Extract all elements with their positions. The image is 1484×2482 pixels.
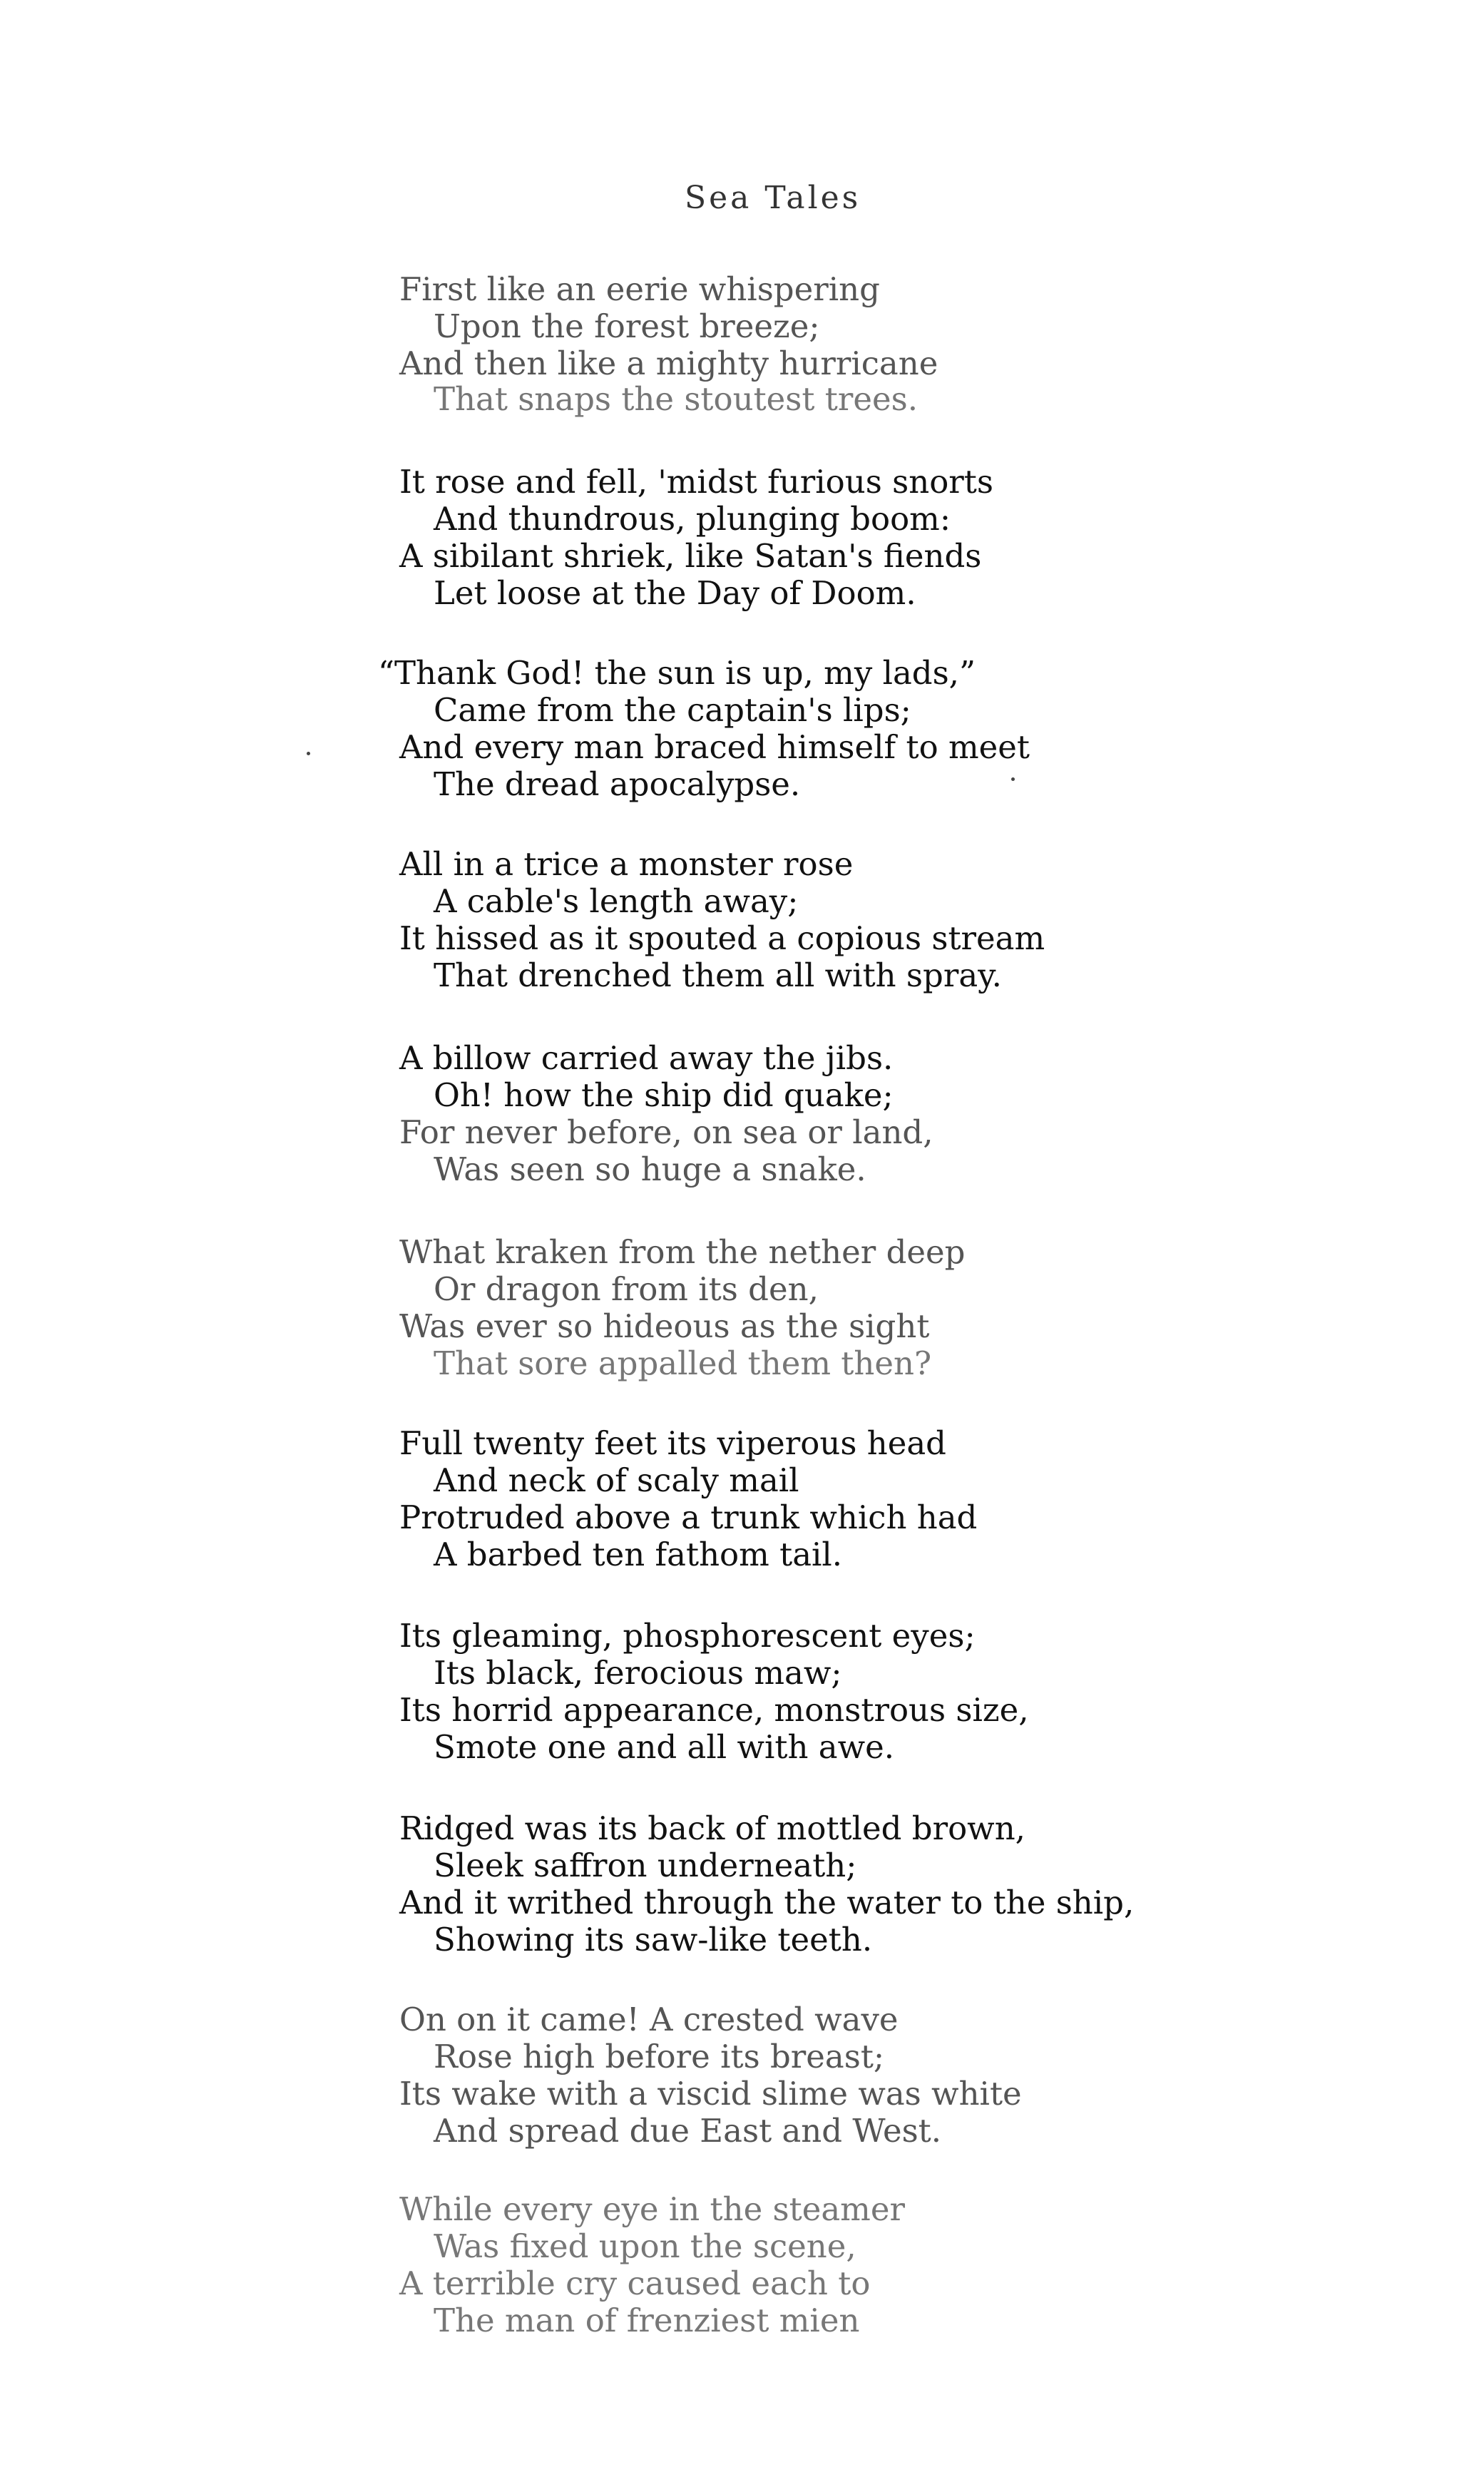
verse-line: And neck of scaly mail <box>434 1461 799 1499</box>
verse-line: “Thank God! the sun is up, my lads,” <box>378 654 976 692</box>
verse-line: Sleek saffron underneath; <box>434 1847 857 1884</box>
verse-line: Let loose at the Day of Doom. <box>434 574 916 612</box>
verse-line: What kraken from the nether deep <box>399 1233 966 1271</box>
verse-line: Oh! how the ship did quake; <box>434 1076 894 1114</box>
verse-line: Its black, ferocious maw; <box>434 1654 842 1692</box>
print-speck <box>1011 777 1015 781</box>
verse-line: Protruded above a trunk which had <box>399 1498 978 1536</box>
verse-line: And thundrous, plunging boom: <box>434 500 951 538</box>
verse-line: And it writhed through the water to the ship, <box>399 1884 1135 1921</box>
verse-line: Upon the forest breeze; <box>434 307 820 345</box>
verse-line: First like an eerie whispering <box>399 270 880 308</box>
verse-line: Showing its saw-like teeth. <box>434 1921 873 1958</box>
verse-line: Smote one and all with awe. <box>434 1728 895 1766</box>
verse-line: And then like a mighty hurricane <box>399 344 938 382</box>
verse-line: Full twenty feet its viperous head <box>399 1424 946 1462</box>
verse-line: The dread apocalypse. <box>434 765 801 803</box>
verse-line: All in a trice a monster rose <box>399 845 854 883</box>
verse-line: A billow carried away the jibs. <box>399 1039 894 1077</box>
verse-line: Came from the captain's lips; <box>434 691 911 729</box>
verse-line: The man of frenziest mien <box>434 2302 860 2339</box>
verse-line: And every man braced himself to meet <box>399 728 1030 766</box>
verse-line: That drenched them all with spray. <box>434 956 1002 994</box>
print-speck <box>307 752 310 755</box>
verse-line: A sibilant shriek, like Satan's fiends <box>399 537 982 575</box>
verse-line: Its horrid appearance, monstrous size, <box>399 1691 1029 1729</box>
verse-line: Was ever so hideous as the sight <box>399 1307 930 1345</box>
verse-line: It hissed as it spouted a copious stream <box>399 919 1045 957</box>
verse-line: For never before, on sea or land, <box>399 1113 933 1151</box>
verse-line: A cable's length away; <box>434 882 799 920</box>
verse-line: While every eye in the steamer <box>399 2190 905 2228</box>
verse-line: Was seen so huge a snake. <box>434 1150 866 1188</box>
verse-line: On on it came! A crested wave <box>399 2001 899 2038</box>
verse-line: Or dragon from its den, <box>434 1270 819 1308</box>
verse-line: A terrible cry caused each to <box>399 2264 871 2302</box>
verse-line: A barbed ten fathom tail. <box>434 1536 843 1573</box>
verse-line: Ridged was its back of mottled brown, <box>399 1809 1025 1847</box>
verse-line: Its gleaming, phosphorescent eyes; <box>399 1617 976 1655</box>
verse-line: It rose and fell, 'midst furious snorts <box>399 463 993 501</box>
verse-line: And spread due East and West. <box>434 2112 942 2150</box>
verse-line: Rose high before its breast; <box>434 2038 885 2075</box>
verse-line: That sore appalled them then? <box>434 1344 932 1382</box>
verse-line: That snaps the stoutest trees. <box>434 380 918 418</box>
verse-line: Was fixed upon the scene, <box>434 2227 856 2265</box>
running-header: Sea Tales <box>685 180 861 216</box>
verse-line: Its wake with a viscid slime was white <box>399 2075 1022 2113</box>
